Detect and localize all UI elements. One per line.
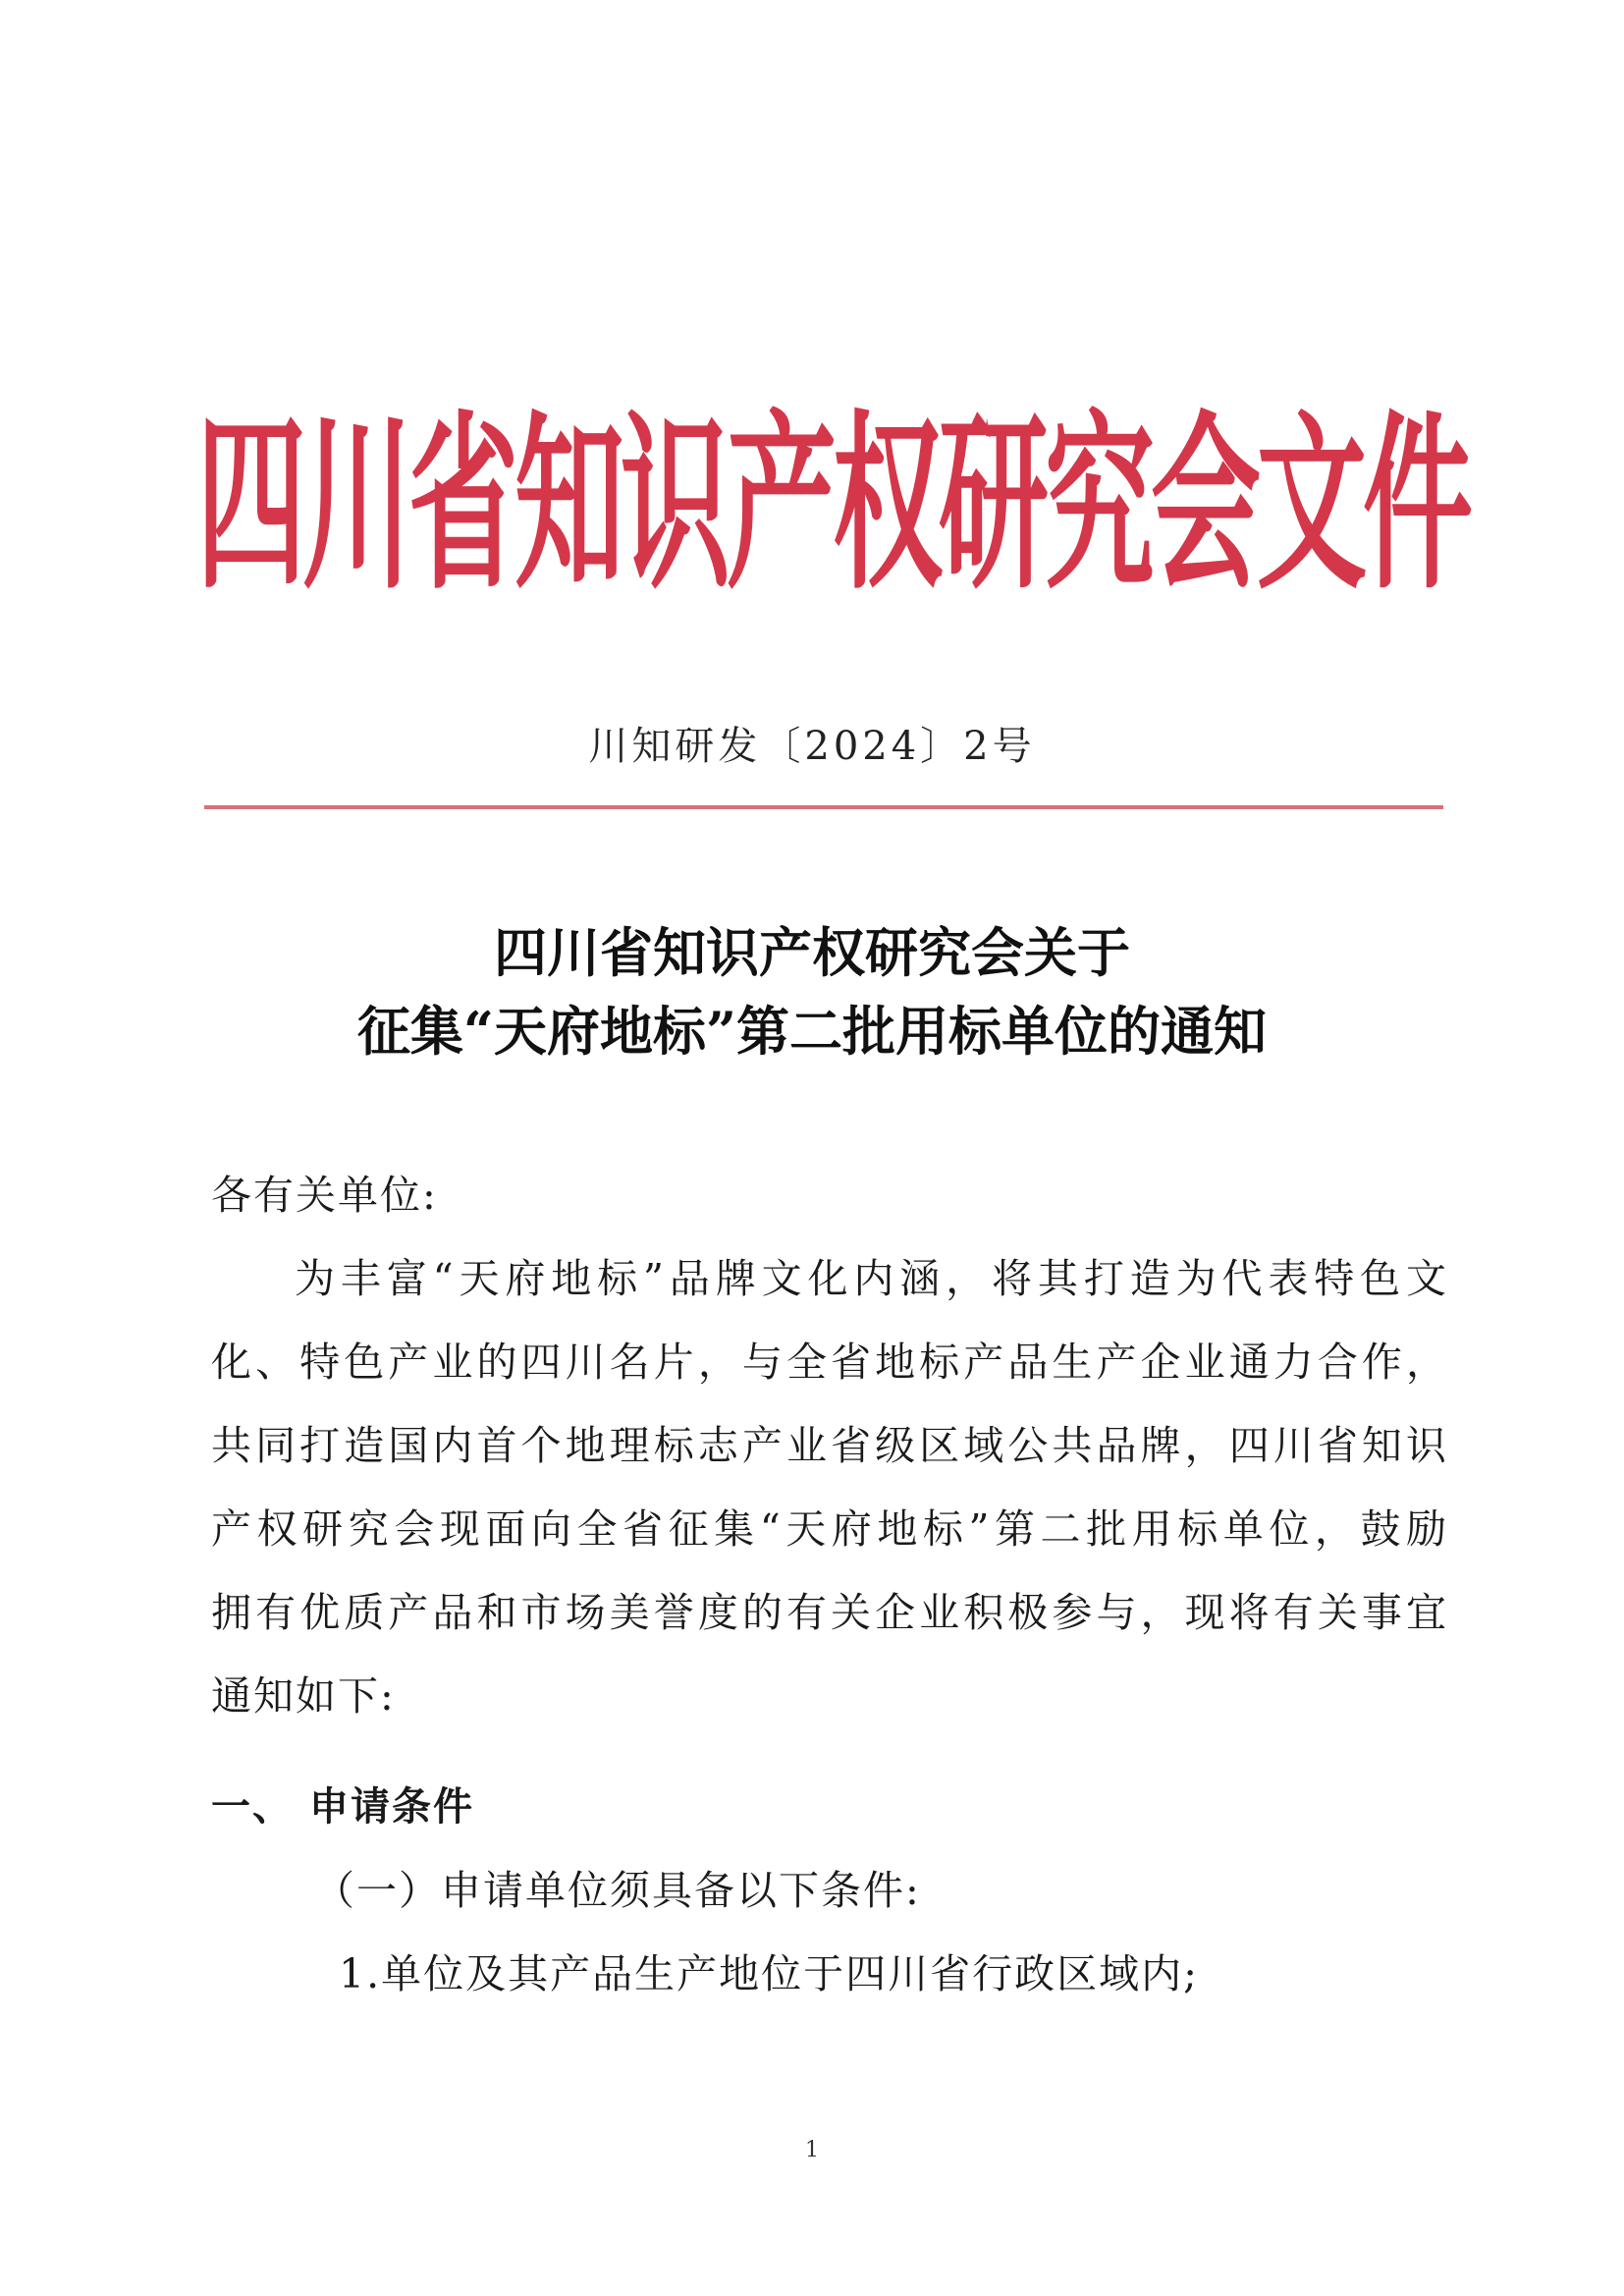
- paragraph-line: 化、特色产业的四川名片，与全省地标产品生产企业通力合作，: [211, 1339, 1448, 1386]
- section-title: 申请条件: [309, 1784, 474, 1830]
- notice-title-line-1: 四川省知识产权研究会关于: [494, 921, 1130, 984]
- masthead-title: 四川省知识产权研究会文件: [196, 394, 1469, 616]
- section-heading: [211, 1777, 474, 1836]
- section-number: 一、: [211, 1784, 294, 1830]
- document-number: 川知研发〔2024〕2号: [588, 724, 1036, 769]
- paragraph-line: 产权研究会现面向全省征集“天府地标”第二批用标单位，鼓励: [211, 1505, 1448, 1553]
- red-divider: [204, 805, 1443, 809]
- paragraph-line: 拥有优质产品和市场美誉度的有关企业积极参与，现将有关事宜: [211, 1589, 1448, 1636]
- paragraph-line: 为丰富“天府地标”品牌文化内涵，将其打造为代表特色文: [295, 1255, 1448, 1302]
- paragraph-line: 通知如下:: [211, 1672, 396, 1720]
- salutation: 各有关单位:: [211, 1172, 438, 1219]
- paragraph-line: 共同打造国内首个地理标志产业省级区域公共品牌，四川省知识: [211, 1422, 1448, 1469]
- page-number: 1: [805, 2138, 819, 2162]
- list-item: 1.单位及其产品生产地位于四川省行政区域内;: [339, 1950, 1199, 1997]
- notice-title-line-2: 征集“天府地标”第二批用标单位的通知: [356, 1000, 1268, 1063]
- subsection-heading: （一）申请单位须具备以下条件:: [314, 1867, 921, 1914]
